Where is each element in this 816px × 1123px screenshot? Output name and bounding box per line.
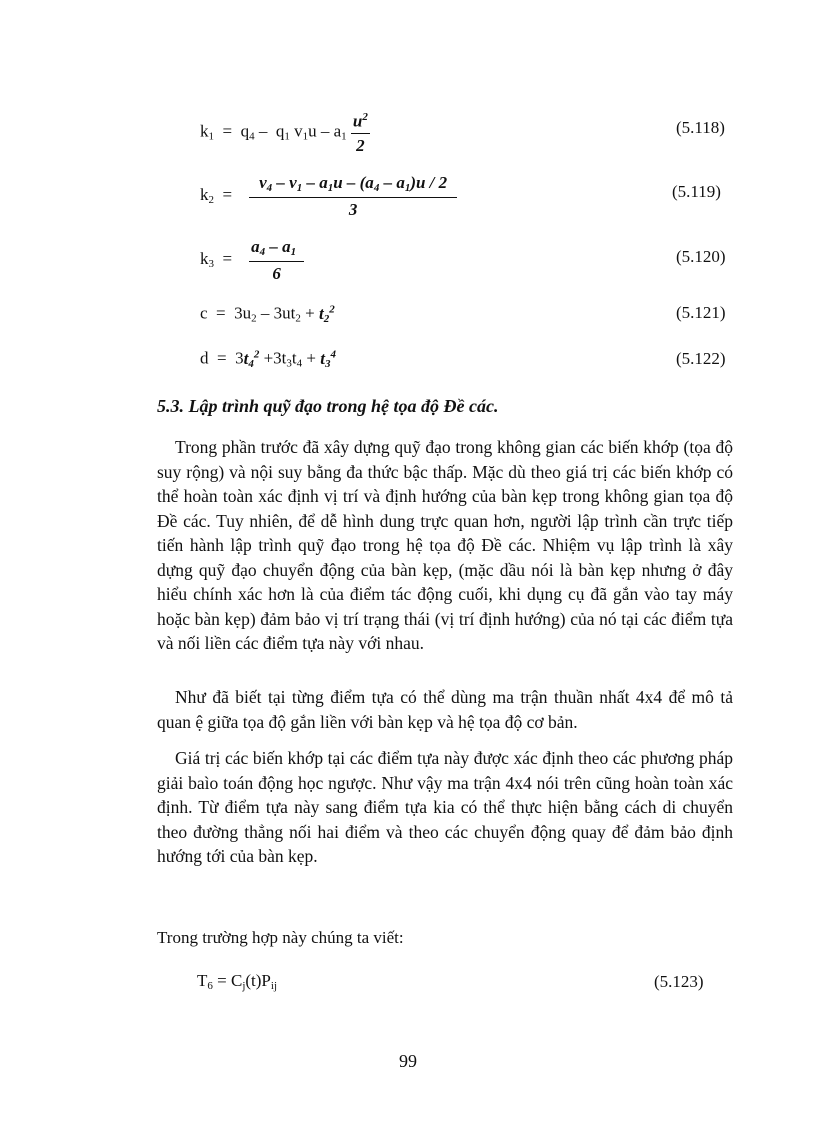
paragraph-3: Giá trị các biến khớp tại các điểm tựa này được xác định theo các phương pháp giải baìo toán động học ngược. Như vậy ma trận 4x4 nói trên cũng hoàn toàn xác định. Từ điểm tựa này sang điểm tựa kia có thể thực hiện bằng cách di chuyển theo đường thẳng nối hai điểm và theo các chuyển động quay để đảm bảo định hướng tới của bàn kẹp. (157, 748, 733, 866)
equation-number-5-123: (5.123) (654, 972, 704, 991)
lead-in-text: Trong trường hợp này chúng ta viết: (157, 928, 404, 947)
page-number: 99 (399, 1051, 417, 1071)
equation-number-5-119: (5.119) (672, 182, 721, 201)
equation-5-119: $k_2$ = $\frac{v_4 - v_1 - a_1u - (a_4 - a_1)u / 2}{3}$ (200, 174, 457, 218)
equation-5-123: $T_6 = C_j(t)P_{ij}$ (197, 971, 278, 992)
equation-number-5-118: (5.118) (676, 118, 725, 137)
paragraph-1: Trong phần trước đã xây dựng quỹ đạo trong không gian các biến khớp (tọa độ suy rộng) và nội suy bằng đa thức bậc thấp. Mặc dù theo giá trị các biến khớp có thể hoàn toàn xác định vị trí và định hướng của bàn kẹp trong không gian tọa độ Đề các. Tuy nhiên, để dễ hình dung trực quan hơn, người lập trình cần trực tiếp tiến hành lập trình quỹ đạo trong hệ tọa độ Đề các. Nhiệm vụ lập trình là xây dựng quỹ đạo chuyển động của bàn kẹp, (mặc dầu nói là bàn kẹp nhưng ở đây hiểu chính xác hơn là của điểm tác động cuối, khi dụng cụ đã gắn vào tay máy hoặc bàn kẹp) đảm bảo vị trí trạng thái (vị trí định hướng) của nó tại các điểm tựa và nối liền các điểm tựa này với nhau. (157, 437, 733, 653)
equation-5-118: $k_1 = q_4 - q_1$ $v_1u - a_1$ $\frac{u^2}{2}$ (200, 111, 368, 155)
equation-5-120: $k_3$ = $\frac{a_4 - a_1}{6}$ (200, 238, 304, 282)
equation-number-5-122: (5.122) (676, 349, 726, 368)
equation-5-121: $c = 3u_2 - 3ut_2 + t_2^2$ (200, 303, 335, 325)
equation-5-122: $d = 3t_4^2 +3t_3t_4 + t_3^4$ (200, 348, 336, 370)
equation-number-5-120: (5.120) (676, 247, 726, 266)
section-heading: 5.3. Lập trình quỹ đạo trong hệ tọa độ Đề các. (157, 396, 499, 416)
equation-number-5-121: (5.121) (676, 303, 726, 322)
paragraph-2: Như đã biết tại từng điểm tựa có thể dùng ma trận thuần nhất 4x4 để mô tả quan ệ giữa tọa độ gắn liền với bàn kẹp và hệ tọa độ cơ bản. (157, 687, 733, 732)
